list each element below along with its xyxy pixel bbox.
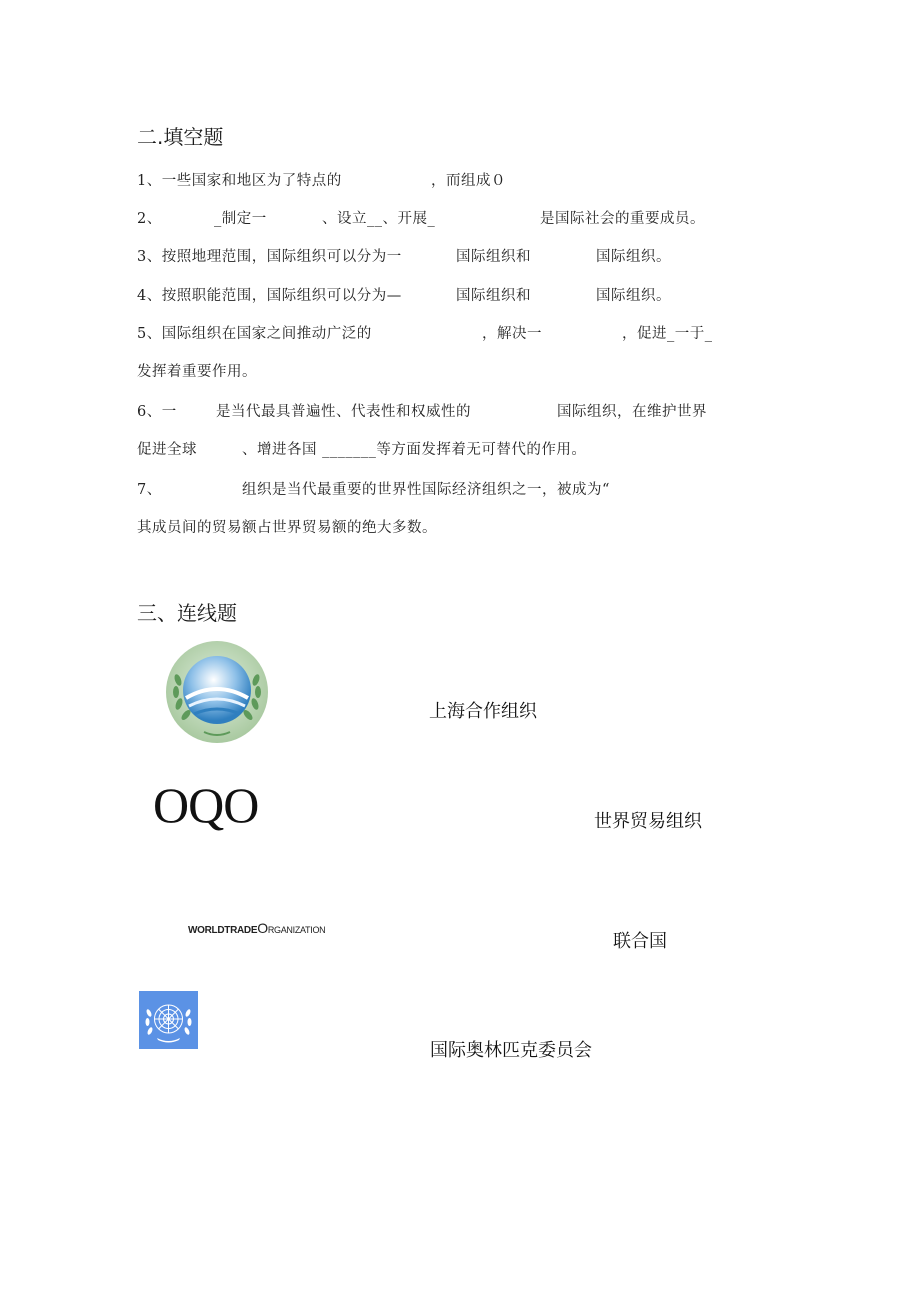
un-emblem-icon[interactable] <box>139 991 198 1049</box>
wto-wordmark-o: O <box>257 920 268 936</box>
question-2-text-d: 是国际社会的重要成员。 <box>540 211 705 227</box>
question-5-text-a: 5、国际组织在国家之间推动广泛的 <box>137 326 372 342</box>
question-6-continuation-a: 促进全球 <box>137 442 197 458</box>
section-title-fill-blanks: 二.填空题 <box>137 125 224 149</box>
question-3-text-a: 3、按照地理范围，国际组织可以分为一 <box>137 249 402 265</box>
question-6-continuation-b: 、增进各国 _______等方面发挥着无可替代的作用。 <box>242 442 587 458</box>
question-7-text-a: 7、 <box>137 482 162 498</box>
question-2-text-a: 2、 <box>137 211 162 227</box>
wto-wordmark[interactable] <box>188 920 325 936</box>
question-4-text-a: 4、按照职能范围，国际组织可以分为— <box>137 288 402 304</box>
question-7-continuation: 其成员间的贸易额占世界贸易额的绝大多数。 <box>137 520 437 536</box>
question-4-text-b: 国际组织和 <box>456 288 531 304</box>
question-3-text-c: 国际组织。 <box>596 249 671 265</box>
match-name-ioc[interactable]: 国际奥林匹克委员会 <box>430 1040 592 1061</box>
question-7-text-b: 组织是当代最重要的世界性国际经济组织之一，被成为“ <box>242 482 610 498</box>
question-1-text-b: ，而组成０ <box>431 173 506 189</box>
question-6-text-a: 6、一 <box>137 404 177 420</box>
question-2-text-b: _制定一 <box>214 211 267 227</box>
question-5-text-c: ，促进_一于_ <box>622 326 713 342</box>
match-name-sco[interactable]: 上海合作组织 <box>429 701 537 722</box>
question-5-text-b: ，解决一 <box>482 326 542 342</box>
oqo-logo[interactable]: OQO <box>153 777 259 833</box>
wto-wordmark-suffix: RGANIZATION <box>267 925 326 935</box>
question-2-text-c: 、设立__、开展_ <box>322 211 436 227</box>
section-title-matching: 三、连线题 <box>137 601 237 625</box>
question-6-text-c: 国际组织，在维护世界 <box>557 404 707 420</box>
sco-emblem-icon[interactable] <box>164 640 270 744</box>
question-1-text-a: 1、一些国家和地区为了特点的 <box>137 173 342 189</box>
match-name-un[interactable]: 联合国 <box>613 931 667 952</box>
question-6-text-b: 是当代最具普遍性、代表性和权威性的 <box>216 404 471 420</box>
question-5-continuation: 发挥着重要作用。 <box>137 364 257 380</box>
match-name-wto[interactable]: 世界贸易组织 <box>594 811 702 832</box>
wto-wordmark-prefix: WORLDTRADE <box>188 925 258 936</box>
question-3-text-b: 国际组织和 <box>456 249 531 265</box>
question-4-text-c: 国际组织。 <box>596 288 671 304</box>
